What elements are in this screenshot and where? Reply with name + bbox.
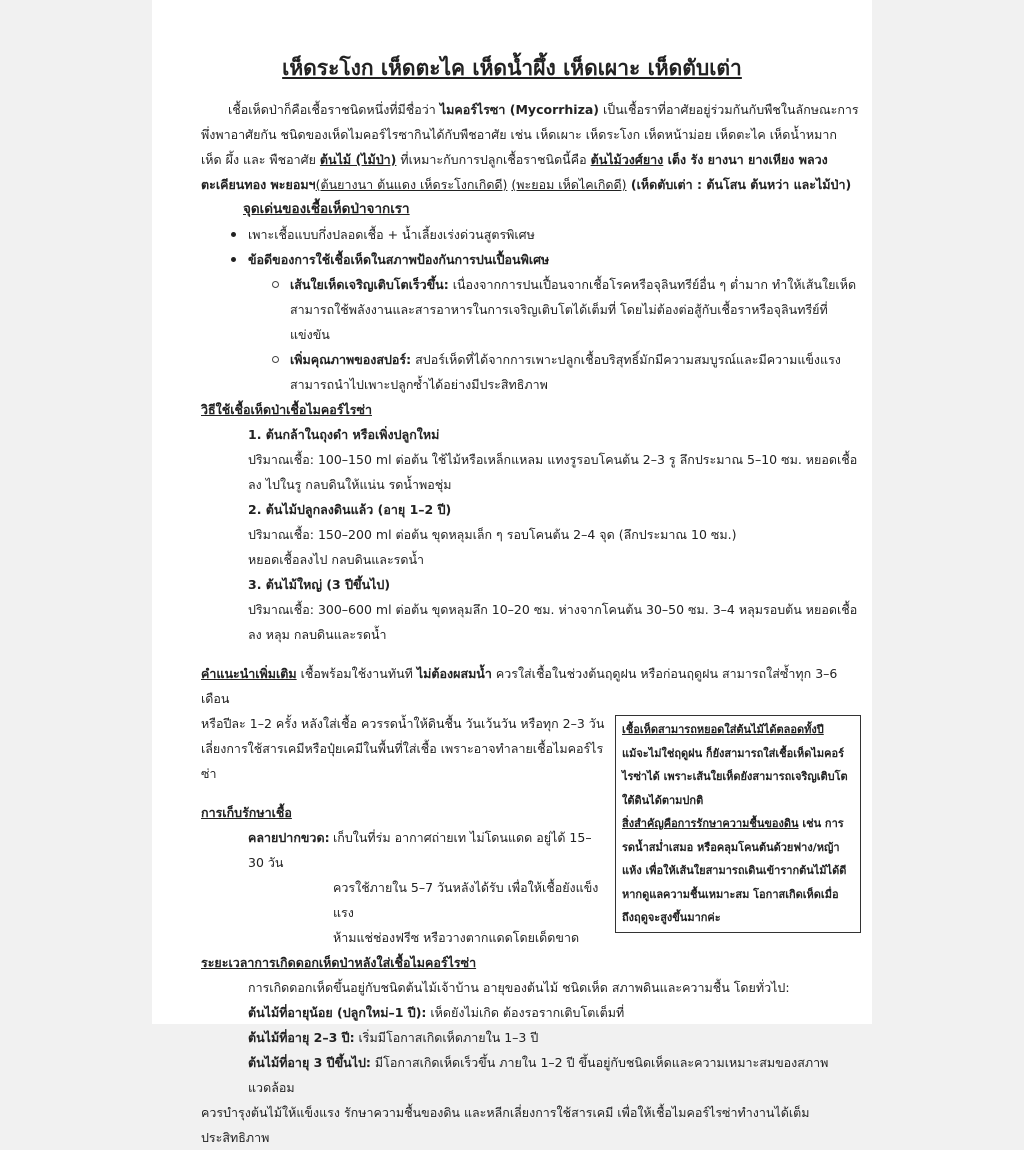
storage-heading: การเก็บรักษาเชื้อ	[201, 805, 292, 820]
note-line: รดน้ำสม่ำเสมอ หรือคลุมโคนต้นด้วยฟาง/หญ้า	[622, 840, 840, 854]
timing-young	[201, 1000, 861, 1025]
text: ต้นไม้ที่อายุ 3 ปีขึ้นไป:	[248, 1055, 371, 1070]
text: ต้นไม้วงศ์ยาง	[590, 152, 664, 167]
timing-old	[201, 1050, 861, 1100]
text: (ต้นยางนา ต้นแดง เห็ดระโงกเกิดดี)	[315, 177, 508, 192]
text: ควรใส่เชื้อในช่วงต้นฤดูฝน หรือก่อนฤดูฝน สามารถใส่ซ้ำทุก 3–6 เดือน	[201, 666, 838, 706]
sub-bullet-1	[201, 272, 861, 347]
timing-intro: การเกิดดอกเห็ดขึ้นอยู่กับชนิดต้นไม้เจ้าบ้าน อายุของต้นไม้ ชนิดเห็ด สภาพดินและความชื้น โดยทั่วไป:	[248, 980, 790, 995]
text: สปอร์เห็ดที่ได้จากการเพาะปลูกเชื้อบริสุทธิ์มักมีความสมบูรณ์และมีความแข็งแรง	[411, 352, 841, 367]
note-line: แห้ง เพื่อให้เส้นใยสามารถเดินเข้ารากต้นไม้ได้ดี	[622, 864, 847, 877]
storage-text: ควรใช้ภายใน 5–7 วันหลังได้รับ เพื่อให้เชื้อยังแข็งแรง	[333, 880, 599, 920]
text: หลุม กลบดินและรดน้ำ	[265, 627, 387, 642]
text: เต็ง รัง ยางนา ยางเหียง พลวง	[663, 152, 828, 167]
storage-text: เก็บในที่ร่ม อากาศถ่ายเท ไม่โดนแดด อยู่ได้ 15–30 วัน	[248, 830, 592, 870]
timing-closing: ควรบำรุงต้นไม้ให้แข็งแรง รักษาความชื้นของดิน และหลีกเลี่ยงการใช้สารเคมี เพื่อให้เชื้อไมคอร์ไรซ่าทำงานได้เต็มประสิทธิภาพ	[201, 1105, 810, 1145]
text: ต้นไม้ที่อายุน้อย (ปลูกใหม่–1 ปี):	[248, 1005, 427, 1020]
advice-line-3: เลี่ยงการใช้สารเคมีหรือปุ๋ยเคมีในพื้นที่ใส่เชื้อ เพราะอาจทำลายเชื้อไมคอร์ไรซ่า	[201, 741, 604, 781]
text: ไม่ต้องผสมน้ำ	[416, 666, 492, 681]
highlights-heading: จุดเด่นของเชื้อเห็ดป่าจากเรา	[243, 201, 410, 217]
bullet-1	[201, 222, 861, 247]
text: เป็นเชื้อราที่อาศัยอยู่ร่วมกันกับพืชในลักษณะการ	[599, 102, 859, 117]
note-line: ไรซ่าได้ เพราะเส้นใยเห็ดยังสามารถเจริญเติบโต	[622, 770, 848, 783]
text: เชื้อเห็ดป่าก็คือเชื้อราชนิดหนึ่งที่มีชื่อว่า	[228, 102, 440, 117]
text: (เห็ดตับเต่า : ต้นโสน ต้นหว่า และไม้ป่า)	[626, 177, 852, 192]
timing-heading: ระยะเวลาการเกิดดอกเห็ดป่าหลังใส่เชื้อไมคอร์ไรซ่า	[201, 955, 477, 970]
document-title: เห็ดระโงก เห็ดตะไค เห็ดน้ำผึ้ง เห็ดเผาะ เห็ดตับเต่า	[282, 56, 742, 80]
note-line: แม้จะไม่ใช่ฤดูฝน ก็ยังสามารถใส่เชื้อเห็ดไมคอร์	[622, 746, 845, 760]
timing-mid	[201, 1025, 861, 1050]
storage-label: คลายปากขวด:	[248, 830, 330, 845]
text: สามารถนำไปเพาะปลูกซ้ำได้อย่างมีประสิทธิภาพ	[290, 377, 548, 392]
step-2-text: หยอดเชื้อลงไป กลบดินและรดน้ำ	[248, 552, 425, 567]
note-line: หากดูแลความชื้นเหมาะสม โอกาสเกิดเห็ดเมื่อ	[622, 887, 839, 901]
text: มีโอกาสเกิดเห็ดเร็วขึ้น ภายใน 1–2 ปี ขึ้นอยู่กับชนิดเห็ดและความเหมาะสมของสภาพแวดล้อม	[248, 1055, 829, 1095]
bullet-icon	[231, 232, 236, 237]
text: ตะเคียนทอง พะยอมฯ	[201, 177, 316, 192]
text: สิ่งสำคัญคือการรักษาความชื้นของดิน	[622, 817, 799, 830]
text: ปริมาณเชื้อ: 100–150 ml ต่อต้น ใช้ไม้หรือเหล็กแหลม แทงรูรอบโคนต้น 2–3 รู ลึกประมาณ 5–10 ซม. หยอดเชื้อลง	[248, 452, 858, 492]
text: เริ่มมีโอกาสเกิดเห็ดภายใน 1–3 ปี	[354, 1030, 539, 1045]
note-box	[615, 715, 861, 933]
text: เช่น การ	[798, 817, 844, 830]
text: ผึ้ง และ พืชอาศัย	[225, 152, 320, 167]
advice-label: คำแนะนำเพิ่มเติม	[201, 666, 297, 681]
text: เส้นใยเห็ดเจริญเติบโตเร็วขึ้น:	[290, 277, 449, 292]
note-line: ถึงฤดูจะสูงขึ้นมากค่ะ	[622, 911, 721, 924]
note-heading: เชื้อเห็ดสามารถหยอดใส่ต้นไม้ได้ตลอดทั้งปี	[622, 723, 824, 736]
text: ต้นไม้ที่อายุ 2–3 ปี:	[248, 1030, 355, 1045]
bullet-icon	[231, 257, 236, 262]
text: ที่เหมาะกับการปลูกเชื้อราชนิดนี้คือ	[396, 152, 591, 167]
mycorrhiza-term: ไมคอร์ไรซา (Mycorrhiza)	[439, 102, 600, 117]
storage-text: ห้ามแช่ช่องฟรีซ หรือวางตากแดดโดยเด็ดขาด	[333, 930, 580, 945]
intro-line-2: พึ่งพาอาศัยกัน ชนิดของเห็ดไมคอร์ไรซากินได้กับพืชอาศัย เช่น เห็ดเผาะ เห็ดระโงก เห็ดหน้าม่อย เห็ดตะไค เห็ดน้ำหมาก เห็ด	[201, 127, 837, 167]
bullet-2	[201, 247, 861, 272]
text: เพิ่มคุณภาพของสปอร์:	[290, 352, 412, 367]
text: ข้อดีของการใช้เชื้อเห็ดในสภาพป้องกันการปนเปื้อนพิเศษ	[248, 252, 550, 267]
text: ไปในรู กลบดินให้แน่น รดน้ำพอชุ่ม	[265, 477, 452, 492]
sub-bullet-icon	[272, 356, 279, 363]
intro-paragraph	[201, 97, 861, 197]
storage-row	[201, 825, 861, 875]
text: เพาะเชื้อแบบกึ่งปลอดเชื้อ + น้ำเลี้ยงเร่งด่วนสูตรพิเศษ	[248, 227, 535, 242]
text: เห็ดยังไม่เกิด ต้องรอรากเติบโตเต็มที่	[426, 1005, 625, 1020]
text: ปริมาณเชื้อ: 300–600 ml ต่อต้น ขุดหลุมลึก 10–20 ซม. ห่างจากโคนต้น 30–50 ซม. 3–4 หลุมรอบต้น หยอดเชื้อลง	[248, 602, 858, 642]
step-1-text	[201, 447, 861, 497]
text: เนื่องจากการปนเปื้อนจากเชื้อโรคหรือจุลินทรีย์อื่น ๆ ต่ำมาก ทำให้เส้นใยเห็ด	[448, 277, 857, 292]
note-line: ใต้ดินได้ตามปกติ	[622, 793, 704, 807]
step-3-text	[201, 597, 861, 647]
usage-heading: วิธีใช้เชื้อเห็ดป่าเชื้อไมคอร์ไรซ่า	[201, 402, 372, 417]
sub-bullet-2	[201, 347, 861, 397]
text: ต้นไม้ (ไม้ป่า)	[319, 152, 397, 167]
text: สามารถใช้พลังงานและสารอาหารในการเจริญเติบโตได้เต็มที่ โดยไม่ต้องต่อสู้กับเชื้อราหรือจุลินทรีย์ที่แข่งขัน	[290, 302, 828, 342]
advice-line-1	[201, 661, 861, 711]
text: เชื้อพร้อมใช้งานทันที	[296, 666, 417, 681]
step-2-title: 2. ต้นไม้ปลูกลงดินแล้ว (อายุ 1–2 ปี)	[248, 502, 452, 517]
step-2-text: ปริมาณเชื้อ: 150–200 ml ต่อต้น ขุดหลุมเล็ก ๆ รอบโคนต้น 2–4 จุด (ลึกประมาณ 10 ซม.)	[248, 527, 737, 542]
document-body	[201, 97, 861, 1150]
step-3-title: 3. ต้นไม้ใหญ่ (3 ปีขึ้นไป)	[248, 577, 391, 592]
text: (พะยอม เห็ดไคเกิดดี)	[511, 177, 627, 192]
advice-line-2: หรือปีละ 1–2 ครั้ง หลังใส่เชื้อ ควรรดน้ำให้ดินชื้น วันเว้นวัน หรือทุก 2–3 วัน	[201, 716, 605, 731]
step-1-title: 1. ต้นกล้าในถุงดำ หรือเพิ่งปลูกใหม่	[248, 427, 440, 442]
sub-bullet-icon	[272, 281, 279, 288]
